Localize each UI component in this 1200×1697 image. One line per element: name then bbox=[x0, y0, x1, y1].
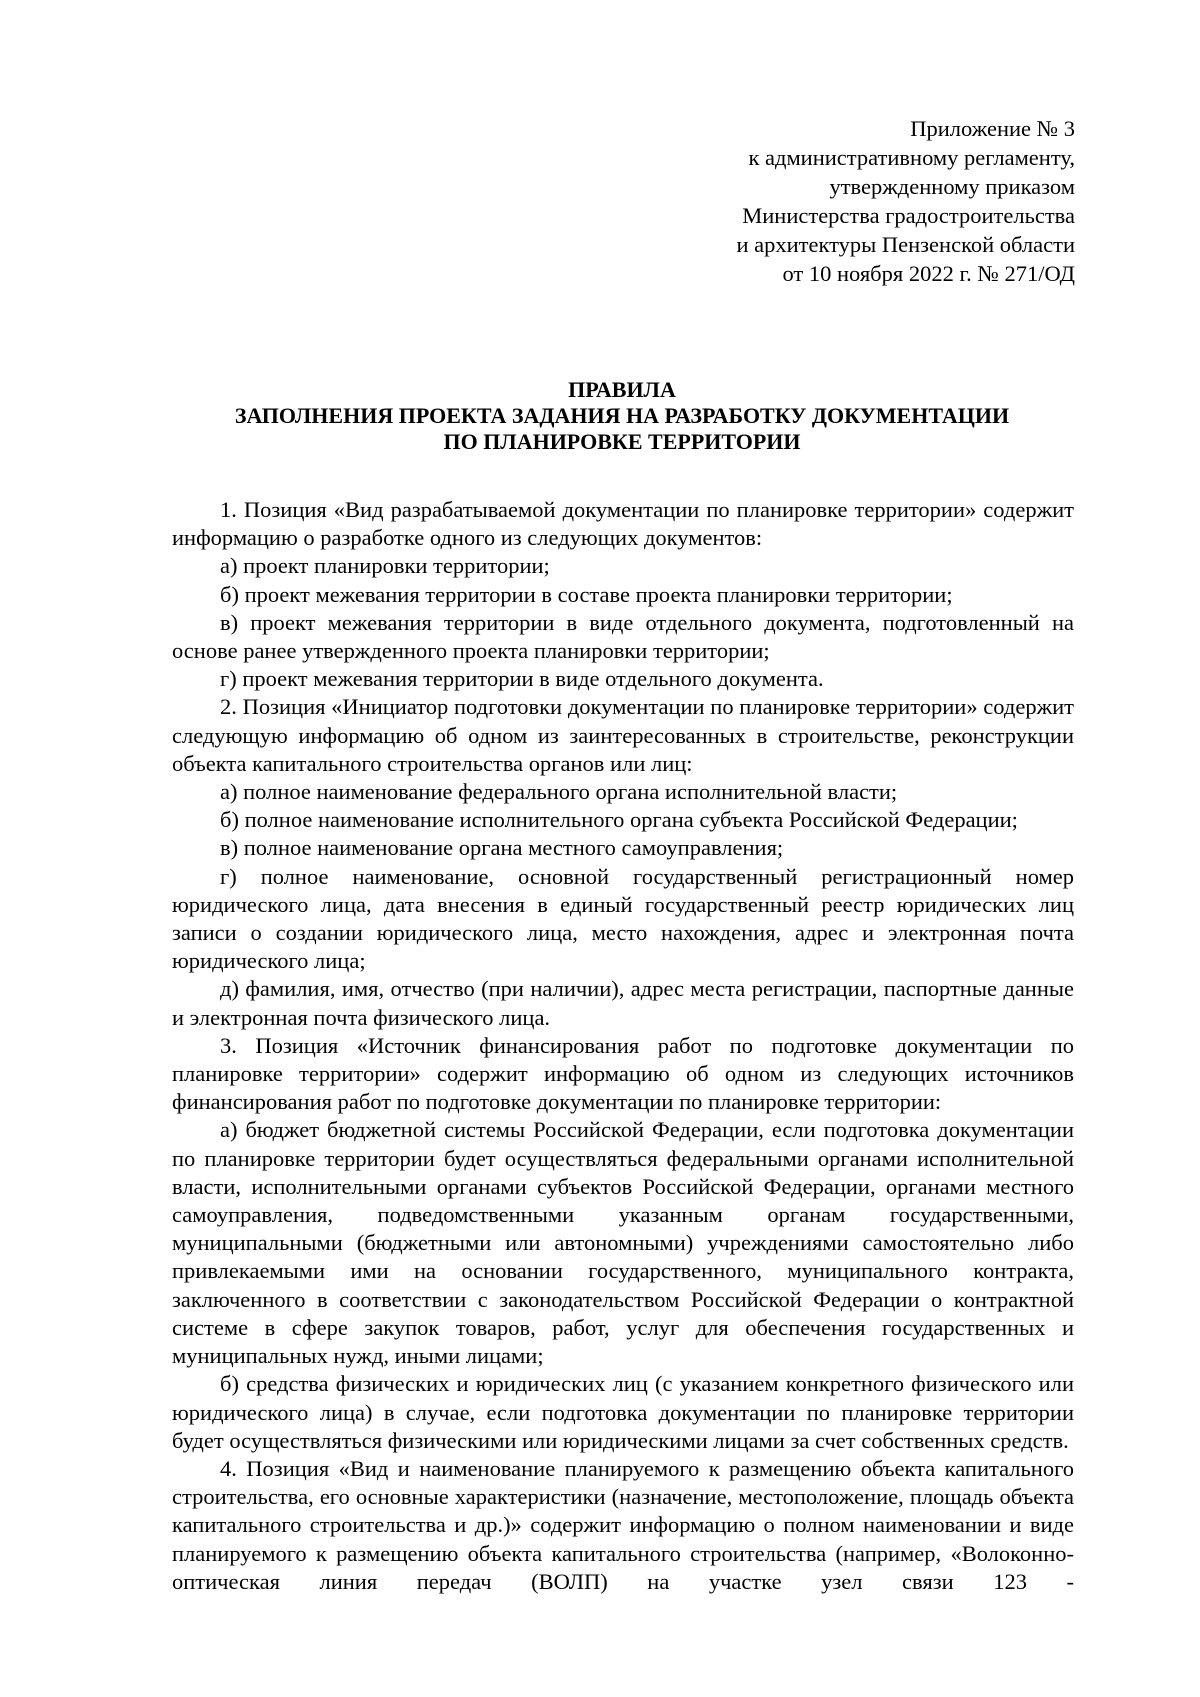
paragraph: а) проект планировки территории; bbox=[220, 553, 550, 579]
annex-line: и архитектуры Пензенской области bbox=[736, 232, 1075, 257]
paragraph: 2. Позиция «Инициатор подготовки документации по планировке территории» содержит следующую информацию об одном из заинтересованных в строительстве, реконструкции объекта капитального строительства органов или лиц: bbox=[172, 694, 1074, 776]
title-line: ПО ПЛАНИРОВКЕ ТЕРРИТОРИИ bbox=[443, 429, 801, 454]
paragraph: б) проект межевания территории в составе проекта планировки территории; bbox=[220, 581, 953, 607]
paragraph: 1. Позиция «Вид разрабатываемой документации по планировке территории» содержит информацию о разработке одного из следующих документов: bbox=[172, 497, 1074, 551]
paragraph: б) полное наименование исполнительного органа субъекта Российской Федерации; bbox=[220, 807, 1018, 833]
annex-line: утвержденному приказом bbox=[829, 174, 1075, 199]
annex-line: к административному регламенту, bbox=[748, 145, 1075, 170]
document-title bbox=[172, 377, 1072, 455]
document-body bbox=[172, 496, 1074, 1596]
annex-line: Приложение № 3 bbox=[910, 116, 1075, 141]
title-line: ПРАВИЛА bbox=[568, 377, 676, 402]
annex-line: от 10 ноября 2022 г. № 271/ОД bbox=[782, 261, 1075, 286]
paragraph: 3. Позиция «Источник финансирования работ по подготовке документации по планировке территории» содержит информацию об одном из следующих источников финансирования работ по подготовке документации по планировке территории: bbox=[172, 1032, 1074, 1115]
annex-header bbox=[736, 114, 1075, 288]
paragraph: а) полное наименование федерального органа исполнительной власти; bbox=[220, 779, 898, 805]
paragraph: а) бюджет бюджетной системы Российской Федерации, если подготовка документации по планировке территории будет осуществляться федеральными органами исполнительной власти, исполнительными органами субъектов Российской Федерации, органами местного самоуправления, подведомственными указанным органам государственными, муниципальными (бюджетными или автономными) учреждениями самостоятельно либо привлекаемыми ими на основании государственного, муниципального контракта, заключенного в соответствии с законодательством Российской Федерации о контрактной системе в сфере закупок товаров, работ, услуг для обеспечения государственных и муниципальных нужд, иными лицами; bbox=[172, 1117, 1074, 1369]
paragraph: г) полное наименование, основной государственный регистрационный номер юридического лица, дата внесения в единый государственный реестр юридических лиц записи о создании юридического лица, место нахождения, адрес и электронная почта юридического лица; bbox=[172, 863, 1074, 974]
paragraph: д) фамилия, имя, отчество (при наличии), адрес места регистрации, паспортные данные и электронная почта физического лица. bbox=[172, 976, 1074, 1030]
paragraph: 4. Позиция «Вид и наименование планируемого к размещению объекта капитального строительства, его основные характеристики (назначение, местоположение, площадь объекта капитального строительства и др.)» содержит информацию о полном наименовании и виде планируемого к размещению объекта капитального строительства (например, «Волоконно-оптическая линия передач (ВОЛП) на участке узел связи 123 - bbox=[172, 1455, 1074, 1594]
title-line: ЗАПОЛНЕНИЯ ПРОЕКТА ЗАДАНИЯ НА РАЗРАБОТКУ ДОКУМЕНТАЦИИ bbox=[234, 403, 1010, 428]
paragraph: в) проект межевания территории в виде отдельного документа, подготовленный на основе ранее утвержденного проекта планировки территории; bbox=[172, 609, 1074, 664]
annex-line: Министерства градостроительства bbox=[742, 203, 1075, 228]
paragraph: г) проект межевания территории в виде отдельного документа. bbox=[220, 666, 824, 692]
paragraph: в) полное наименование органа местного самоуправления; bbox=[220, 835, 784, 861]
paragraph: б) средства физических и юридических лиц (с указанием конкретного физического или юридического лица) в случае, если подготовка документации по планировке территории будет осуществляться физическими или юридическими лицами за счет собственных средств. bbox=[172, 1371, 1074, 1453]
